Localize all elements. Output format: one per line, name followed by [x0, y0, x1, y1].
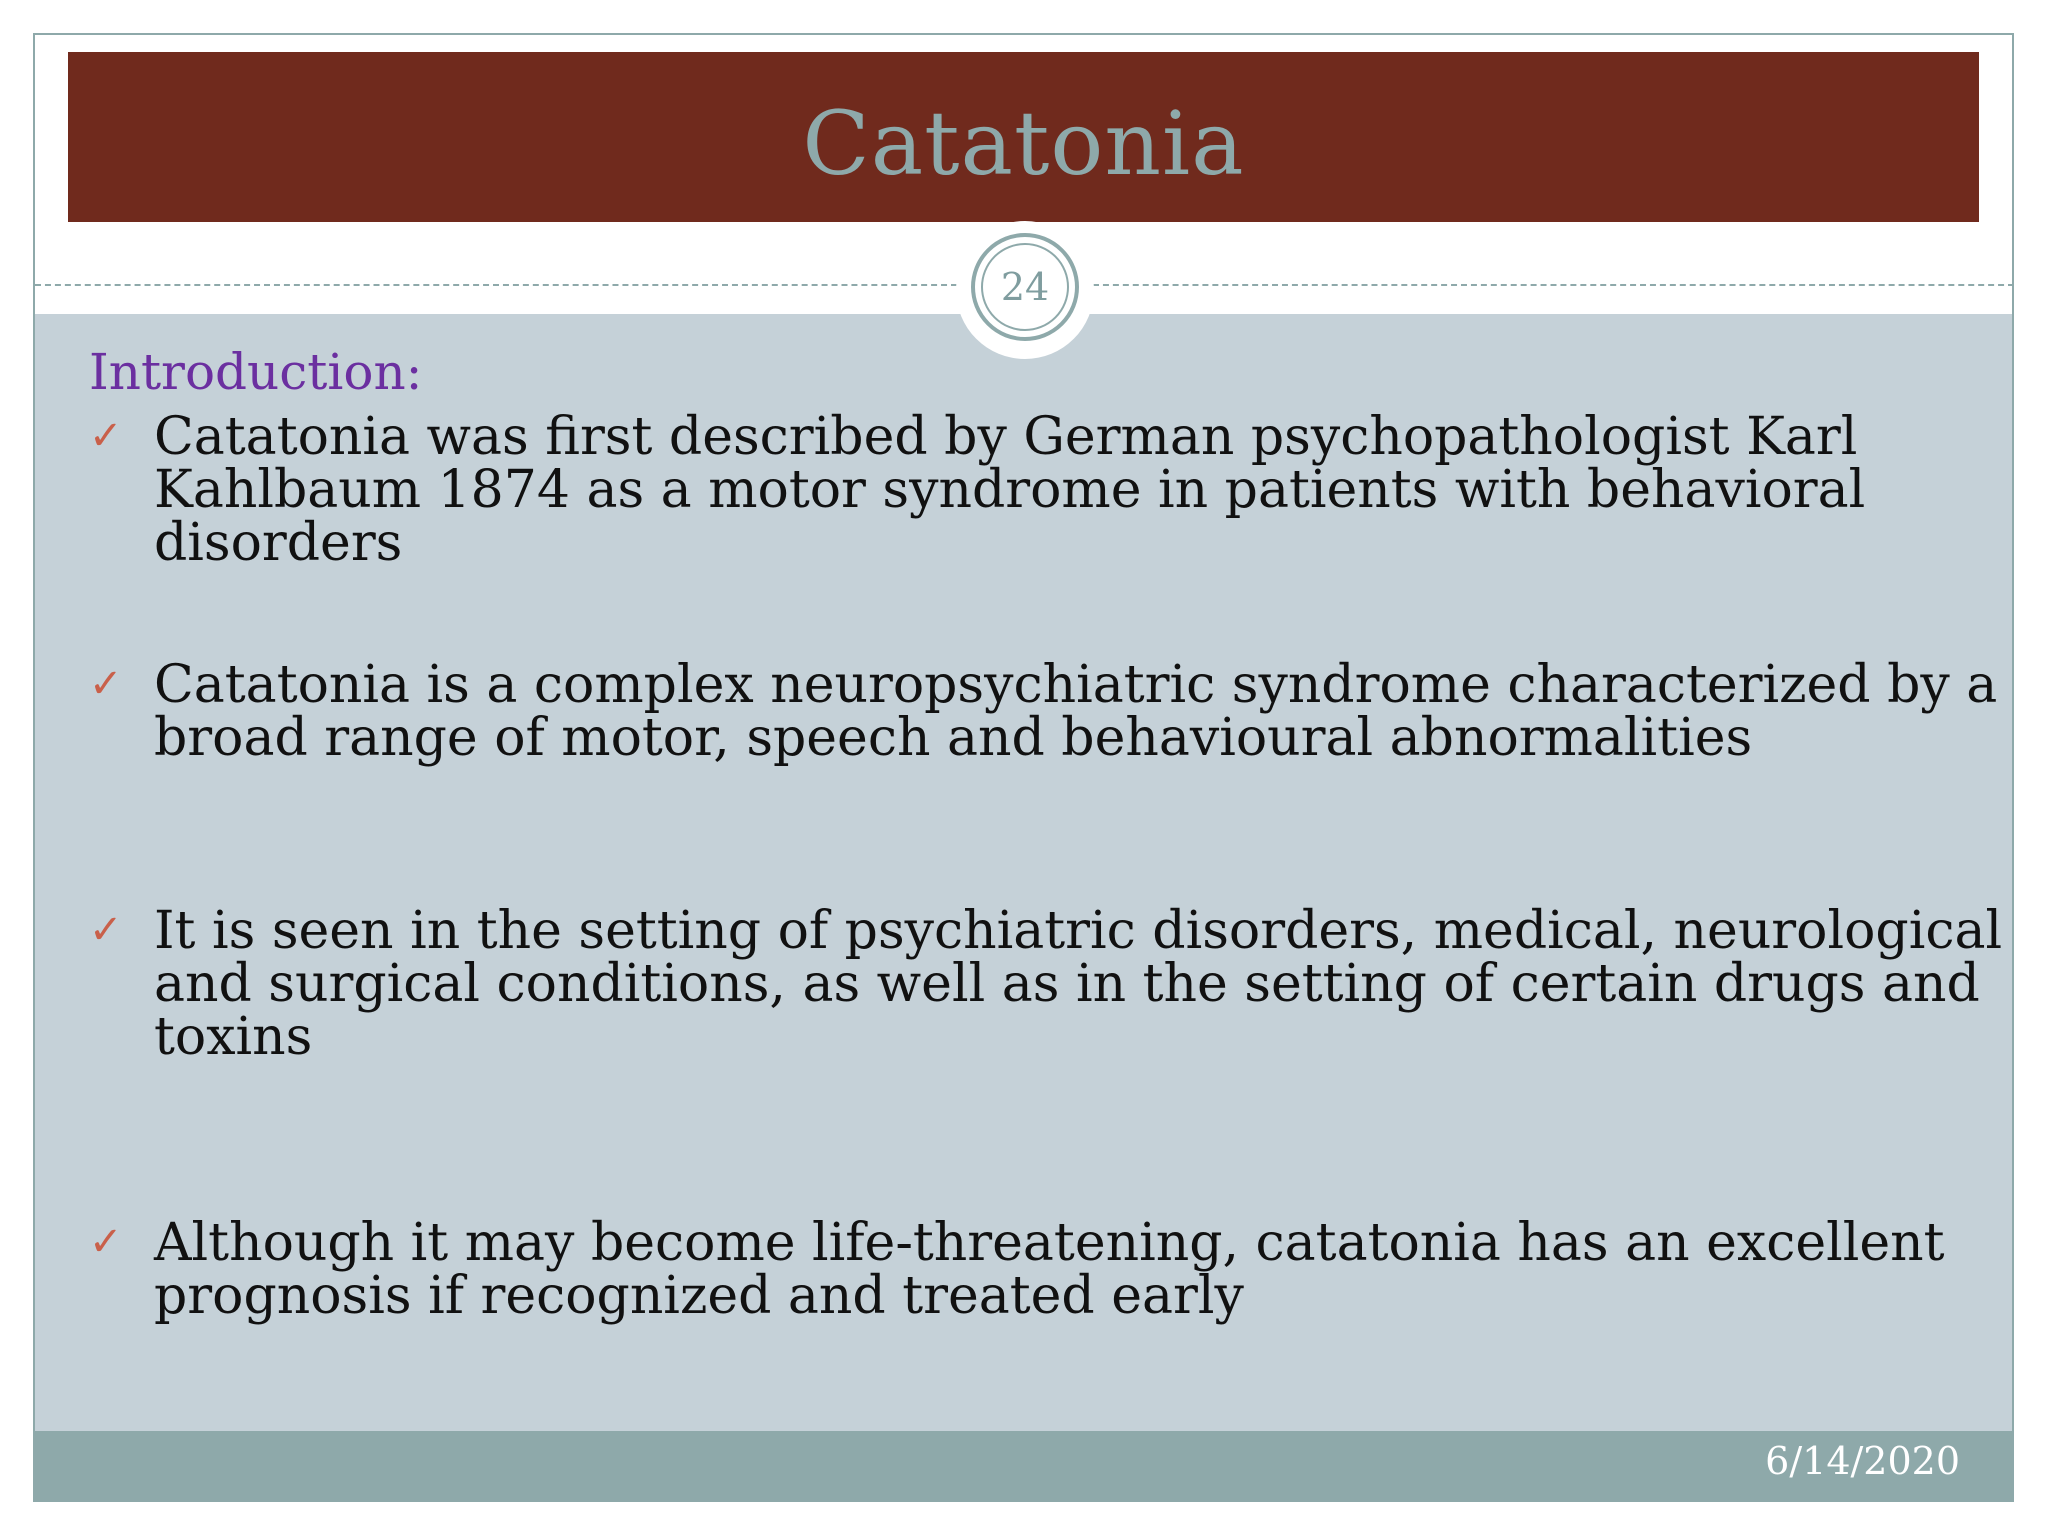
bullet-text: Catatonia is a complex neuropsychiatric syndrome characterized by a broad range of motor, speech and behavioural abnormalities [154, 655, 1998, 768]
page-number-badge [956, 221, 1094, 359]
bullet-text: It is seen in the setting of psychiatric disorders, medical, neurological and surgical conditions, as well as in the setting of certain drugs and toxins [154, 901, 2003, 1067]
check-icon: ✓ [89, 661, 123, 707]
divider-line-right [1093, 284, 2014, 286]
page-number-ring [971, 233, 1079, 341]
section-heading: Introduction: [89, 343, 423, 401]
slide-title: Catatonia [802, 91, 1245, 195]
footer-bar [35, 1431, 2012, 1502]
bullet-text: Catatonia was first described by German psychopathologist Karl Kahlbaum 1874 as a motor syndrome in patients with behavioral disorders [154, 407, 1866, 573]
divider-line-left [35, 284, 957, 286]
check-icon: ✓ [89, 907, 123, 953]
title-bar [68, 52, 1979, 222]
bullet-text: Although it may become life-threatening, catatonia has an excellent prognosis if recognized and treated early [154, 1213, 1945, 1326]
footer-date: 6/14/2020 [1765, 1439, 1960, 1483]
page-number: 24 [981, 243, 1069, 331]
slide [33, 33, 2014, 1502]
check-icon: ✓ [89, 1219, 123, 1265]
check-icon: ✓ [89, 413, 123, 459]
